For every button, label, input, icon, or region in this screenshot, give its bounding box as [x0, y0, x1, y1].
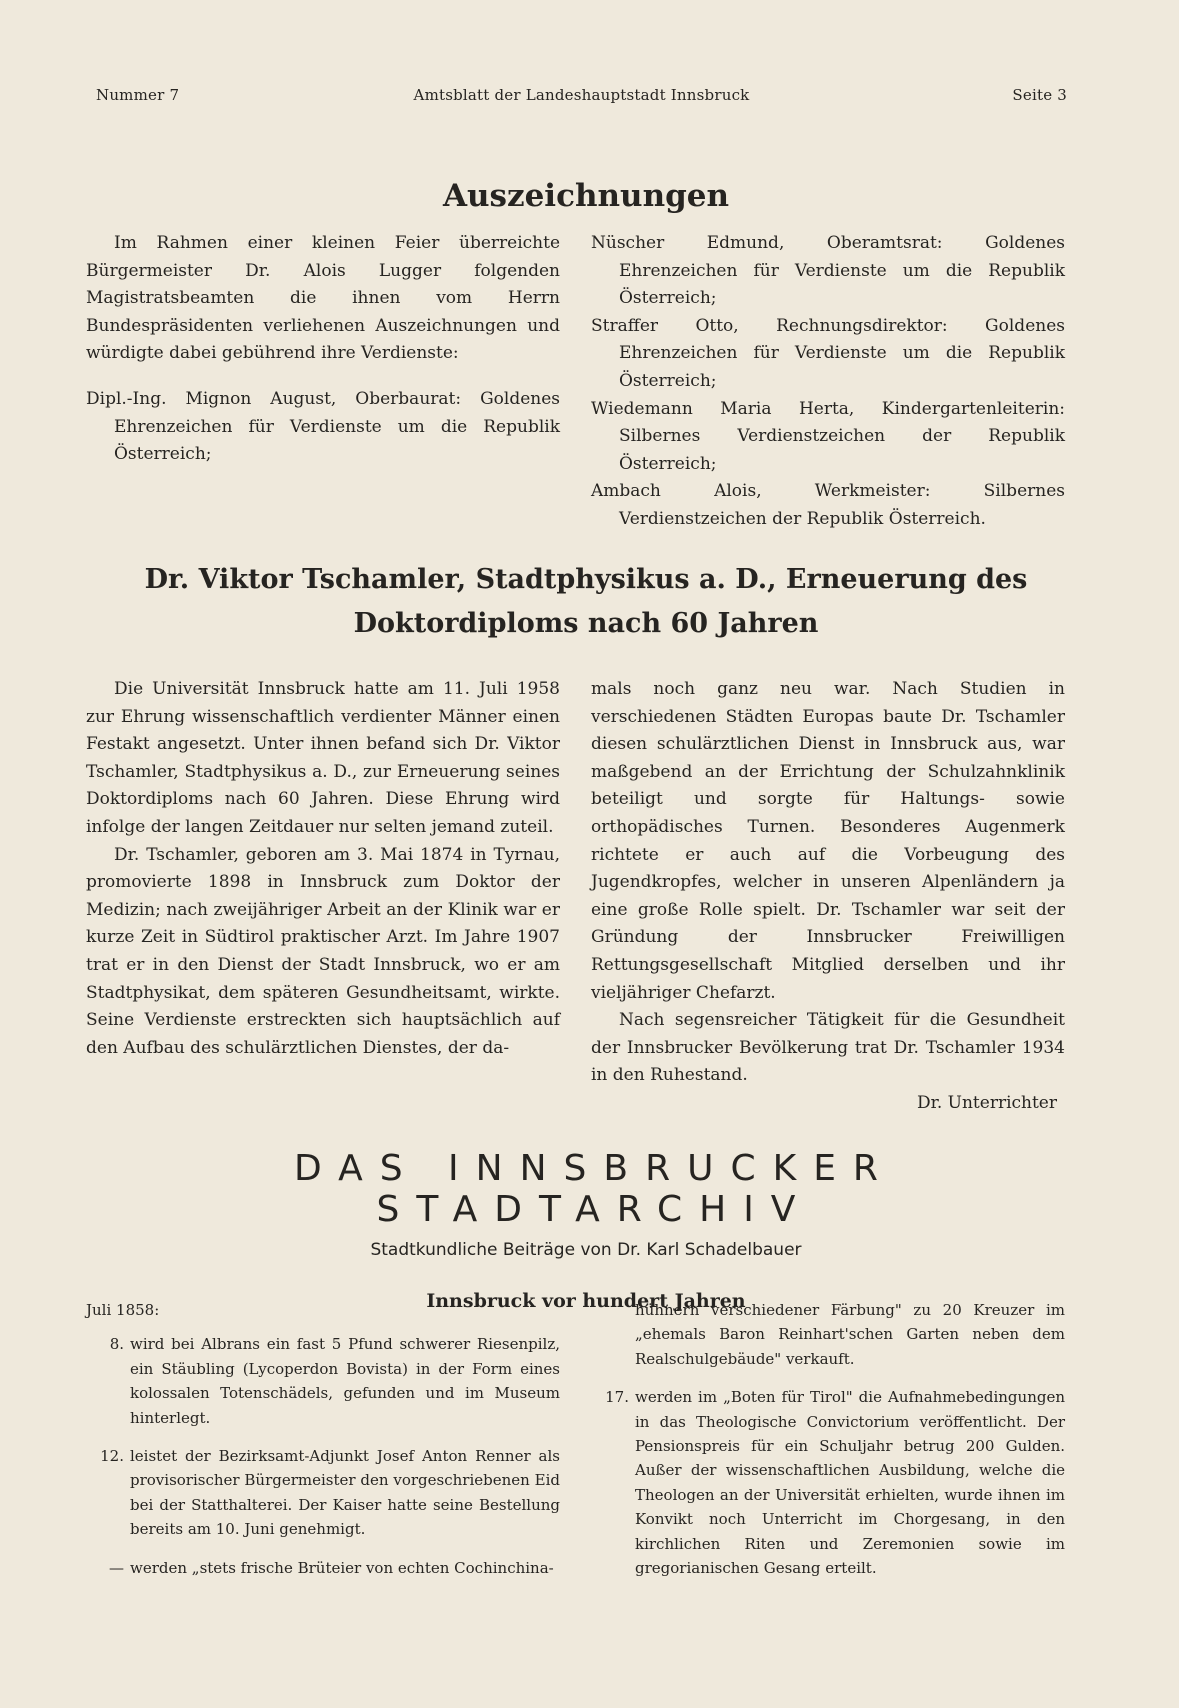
awards-intro: Im Rahmen einer kleinen Feier überreichte Bürgermeister Dr. Alois Lugger folgenden Magistratsbeamten die ihnen vom Herrn Bundespräsidenten verliehenen Auszeichnungen und würdigte dabei gebührend ihre Verdienste:	[86, 233, 560, 364]
article-paragraph: mals noch ganz neu war. Nach Studien in verschiedenen Städten Europas baute Dr. Tschamler diesen schulärztlichen Dienst in Innsbruck aus, war maßgebend an der Errichtung der Schulzahnklinik beteiligt und sorgte für Haltungs- sowie orthopädisches Turnen. Besonderes Augenmerk richtete er auch auf die Vorbeugung des Jugendkropfes, welcher in unseren Alpenländern ja eine große Rolle spielt. Dr. Tschamler war seit der Gründung der Innsbrucker Freiwilligen Rettungsgesellschaft Mitglied derselben und ihr vieljähriger Chefarzt.	[591, 679, 1065, 1003]
item-text: leistet der Bezirksamt-Adjunkt Josef Anton Renner als provisorischer Bürgermeister den vorgeschriebenen Eid bei der Statthalterei. Der Kaiser hatte seine Bestellung bereits am 10. Juni genehmigt.	[130, 1447, 560, 1539]
tschamler-article	[86, 676, 1086, 1113]
awards-right-column	[591, 230, 1065, 534]
section-title-tschamler	[86, 558, 1086, 646]
item-text: werden im „Boten für Tirol" die Aufnahmebedingungen in das Theologische Convictorium veröffentlicht. Der Pensionspreis für ein Schuljahr betrug 200 Gulden. Außer der wissenschaftlichen Ausbildung, welche die Theologen an der Universität erhielten, wurde ihnen im Konvikt noch Unterricht im Chorgesang, in den kirchlichen Riten und Zeremonien sowie im gregorianischen Gesang erteilt.	[635, 1388, 1065, 1578]
item-day: 12.	[100, 1447, 124, 1466]
item-text: wird bei Albrans ein fast 5 Pfund schwerer Riesenpilz, ein Stäubling (Lycoperdon Bovista) in der Form eines kolossalen Totenschädels, gefunden und im Museum hinterlegt.	[130, 1335, 560, 1427]
item-day: —	[109, 1558, 124, 1577]
stadtarchiv-heading: Innsbruck vor hundert Jahren	[426, 1290, 746, 1312]
title-line: Doktordiploms nach 60 Jahren	[353, 608, 819, 639]
chronicle	[86, 1298, 1086, 1598]
award-entry: Straffer Otto, Rechnungsdirektor: Goldenes Ehrenzeichen für Verdienste um die Republik Österreich;	[591, 315, 1065, 391]
awards-left-column	[86, 230, 560, 469]
stadtarchiv-subtitle: Stadtkundliche Beiträge von Dr. Karl Schadelbauer	[370, 1240, 802, 1260]
chronicle-item	[591, 1385, 1065, 1580]
stadtarchiv-title: DAS INNSBRUCKER STADTARCHIV	[294, 1148, 895, 1230]
stadtarchiv-section-header	[86, 1148, 1086, 1312]
article-paragraph: Die Universität Innsbruck hatte am 11. Juli 1958 zur Ehrung wissenschaftlich verdienter Männer einen Festakt angesetzt. Unter ihnen befand sich Dr. Viktor Tschamler, Stadtphysikus a. D., zur Erneuerung seines Doktordiploms nach 60 Jahren. Diese Ehrung wird infolge der langen Zeitdauer nur selten jemand zuteil.	[86, 679, 560, 837]
article-paragraph: Dr. Tschamler, geboren am 3. Mai 1874 in Tyrnau, promovierte 1898 in Innsbruck zum Doktor der Medizin; nach zweijähriger Arbeit an der Klinik war er kurze Zeit in Südtirol praktischer Arzt. Im Jahre 1907 trat er in den Dienst der Stadt Innsbruck, wo er am Stadtphysikat, dem späteren Gesundheitsamt, wirkte. Seine Verdienste erstreckten sich hauptsächlich auf den Aufbau des schulärztlichen Dienstes, der da-	[86, 844, 560, 1058]
publication-title: Amtsblatt der Landeshauptstadt Innsbruck	[413, 86, 750, 104]
author-signature: Dr. Unterrichter	[916, 1092, 1057, 1113]
award-entry: Dipl.-Ing. Mignon August, Oberbaurat: Goldenes Ehrenzeichen für Verdienste um die Republik Österreich;	[86, 388, 560, 465]
chronicle-month: Juli 1858:	[86, 1301, 160, 1319]
award-entry: Ambach Alois, Werkmeister: Silbernes Verdienstzeichen der Republik Österreich.	[591, 481, 1065, 529]
signature-line	[591, 1090, 1065, 1118]
item-day: 17.	[605, 1388, 629, 1407]
awards-section	[86, 230, 1086, 529]
page-number: Seite 3	[1012, 86, 1067, 104]
item-day: 8.	[109, 1335, 124, 1354]
chronicle-item	[86, 1556, 560, 1580]
award-entry: Nüscher Edmund, Oberamtsrat: Goldenes Ehrenzeichen für Verdienste um die Republik Österreich;	[591, 233, 1065, 309]
article-right-column	[591, 676, 1065, 1118]
issue-number: Nummer 7	[96, 86, 180, 104]
chronicle-right-column	[591, 1298, 1065, 1594]
item-text: werden „stets frische Brüteier von echten Cochinchina-	[130, 1558, 554, 1577]
article-paragraph: Nach segensreicher Tätigkeit für die Gesundheit der Innsbrucker Bevölkerung trat Dr. Tschamler 1934 in den Ruhestand.	[591, 1010, 1065, 1086]
article-left-column	[86, 676, 560, 1062]
item-continuation: hühnern verschiedener Färbung" zu 20 Kreuzer im „ehemals Baron Reinhart'schen Garten neben dem Realschulgebäude" verkauft.	[635, 1301, 1065, 1368]
award-entry: Wiedemann Maria Herta, Kindergartenleiterin: Silbernes Verdienstzeichen der Republik Österreich;	[591, 398, 1065, 474]
chronicle-left-column	[86, 1298, 560, 1594]
chronicle-item	[86, 1444, 560, 1542]
title-line: Dr. Viktor Tschamler, Stadtphysikus a. D., Erneuerung des	[144, 564, 1028, 595]
section-title-awards: Auszeichnungen	[442, 178, 730, 214]
chronicle-item	[86, 1332, 560, 1430]
